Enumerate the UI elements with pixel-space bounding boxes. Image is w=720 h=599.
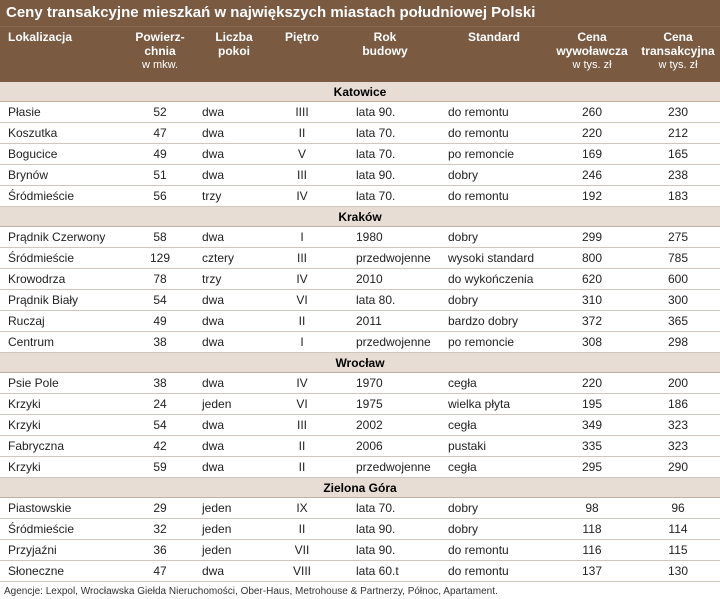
header-transaction-price-unit: w tys. zł	[658, 59, 698, 71]
cell-asking-price: 118	[582, 522, 602, 536]
cell-asking-price: 220	[581, 376, 603, 390]
cell-asking-price: 169	[581, 147, 603, 161]
header-asking-price	[548, 27, 636, 82]
cell-year: lata 80.	[356, 293, 396, 307]
cell-asking-price: 195	[581, 397, 603, 411]
table-row	[0, 186, 720, 207]
cell-year: 2010	[356, 272, 383, 286]
cell-location: Centrum	[8, 335, 55, 349]
cell-asking-price: 116	[582, 543, 602, 557]
cell-floor: I	[300, 335, 304, 349]
cell-standard: wielka płyta	[448, 397, 511, 411]
cell-area: 47	[153, 126, 167, 140]
cell-rooms: dwa	[202, 418, 225, 432]
header-asking-price-label: wywoławcza	[556, 44, 628, 58]
table-header	[0, 26, 720, 82]
cell-area: 56	[153, 189, 167, 203]
cell-rooms: jeden	[202, 397, 232, 411]
cell-area: 38	[153, 376, 167, 390]
cell-standard: dobry	[448, 522, 479, 536]
cell-floor: III	[296, 251, 307, 265]
cell-standard: cegła	[448, 376, 477, 390]
city-section-header: Wrocław	[0, 353, 720, 373]
header-area-unit: w mkw.	[141, 59, 179, 71]
table-row	[0, 373, 720, 394]
header-year-label: budowy	[362, 44, 408, 58]
cell-location: Przyjaźni	[8, 543, 57, 557]
table-row	[0, 457, 720, 478]
cell-year: lata 90.	[356, 105, 396, 119]
cell-transaction-price: 238	[667, 168, 689, 182]
cell-rooms: dwa	[202, 439, 225, 453]
cell-location: Prądnik Biały	[8, 293, 79, 307]
cell-standard: dobry	[448, 293, 479, 307]
cell-year: lata 60.t	[356, 564, 399, 578]
cell-location: Płasie	[8, 105, 41, 119]
cell-transaction-price: 130	[667, 564, 689, 578]
cell-standard: po remoncie	[448, 147, 515, 161]
cell-rooms: dwa	[202, 293, 225, 307]
cell-floor: VI	[296, 293, 308, 307]
header-year-label: Rok	[373, 30, 397, 44]
table-row	[0, 436, 720, 457]
cell-location: Brynów	[8, 168, 49, 182]
cell-area: 24	[153, 397, 167, 411]
cell-transaction-price: 96	[671, 501, 685, 515]
cell-year: lata 90.	[356, 522, 396, 536]
cell-transaction-price: 290	[667, 460, 689, 474]
cell-rooms: jeden	[202, 501, 232, 515]
cell-asking-price: 192	[581, 189, 603, 203]
header-area-label: Powierz-	[135, 30, 185, 44]
cell-asking-price: 310	[581, 293, 603, 307]
cell-year: lata 70.	[356, 147, 396, 161]
cell-area: 38	[153, 335, 167, 349]
table-row	[0, 311, 720, 332]
table-row	[0, 290, 720, 311]
table-row	[0, 498, 720, 519]
cell-area: 42	[153, 439, 167, 453]
cell-location: Koszutka	[8, 126, 58, 140]
cell-area: 52	[153, 105, 167, 119]
cell-area: 47	[153, 564, 167, 578]
table-row	[0, 102, 720, 123]
cell-year: 1975	[356, 397, 383, 411]
cell-standard: cegła	[448, 418, 477, 432]
cell-area: 54	[153, 293, 167, 307]
cell-rooms: dwa	[202, 314, 225, 328]
cell-year: przedwojenne	[356, 251, 431, 265]
sources-footer: Agencje: Lexpol, Wrocławska Giełda Nieruchomości, Ober-Haus, Metrohouse & Partnerzy, Północ, Apartament.	[4, 586, 498, 597]
cell-asking-price: 137	[581, 564, 603, 578]
cell-asking-price: 98	[585, 501, 599, 515]
table-row	[0, 165, 720, 186]
city-section-header: Katowice	[0, 82, 720, 102]
cell-standard: do remontu	[448, 189, 509, 203]
cell-floor: V	[297, 147, 306, 161]
table-row	[0, 144, 720, 165]
cell-location: Śródmieście	[8, 251, 75, 265]
cell-transaction-price: 298	[667, 335, 689, 349]
cell-year: lata 90.	[356, 543, 396, 557]
cell-transaction-price: 114	[668, 522, 688, 536]
header-location-label: Lokalizacja	[8, 30, 73, 44]
cell-standard: bardzo dobry	[448, 314, 519, 328]
cell-location: Krzyki	[8, 397, 41, 411]
cell-area: 54	[153, 418, 167, 432]
cell-asking-price: 260	[581, 105, 603, 119]
table-row	[0, 415, 720, 436]
header-floor	[274, 27, 330, 82]
cell-area: 58	[153, 230, 167, 244]
cell-floor: IV	[296, 376, 308, 390]
cell-transaction-price: 600	[667, 272, 689, 286]
table-row	[0, 269, 720, 290]
cell-asking-price: 800	[581, 251, 603, 265]
cell-location: Piastowskie	[8, 501, 72, 515]
city-section-header: Kraków	[0, 207, 720, 227]
cell-floor: IV	[296, 189, 308, 203]
cell-area: 78	[153, 272, 167, 286]
cell-area: 32	[153, 522, 167, 536]
header-area-label: chnia	[144, 44, 176, 58]
cell-floor: II	[298, 522, 306, 536]
cell-standard: pustaki	[448, 439, 487, 453]
table-row	[0, 123, 720, 144]
cell-location: Prądnik Czerwony	[8, 230, 106, 244]
cell-location: Ruczaj	[8, 314, 45, 328]
cell-floor: II	[298, 460, 306, 474]
cell-standard: do remontu	[448, 543, 509, 557]
cell-standard: dobry	[448, 501, 479, 515]
cell-rooms: trzy	[202, 272, 222, 286]
header-transaction-price	[636, 27, 720, 82]
cell-location: Krzyki	[8, 460, 41, 474]
header-area	[126, 27, 194, 82]
cell-year: lata 90.	[356, 168, 396, 182]
cell-year: 1980	[356, 230, 383, 244]
header-asking-price-unit: w tys. zł	[572, 59, 612, 71]
cell-transaction-price: 300	[667, 293, 689, 307]
cell-asking-price: 299	[581, 230, 603, 244]
cell-transaction-price: 186	[667, 397, 689, 411]
header-standard-label: Standard	[467, 30, 520, 44]
cell-transaction-price: 785	[667, 251, 689, 265]
table-row	[0, 332, 720, 353]
city-section-header: Zielona Góra	[0, 478, 720, 498]
cell-standard: do remontu	[448, 126, 509, 140]
cell-floor: IX	[296, 501, 308, 515]
cell-location: Psie Pole	[8, 376, 59, 390]
cell-rooms: dwa	[202, 147, 225, 161]
cell-year: przedwojenne	[356, 335, 431, 349]
cell-transaction-price: 365	[667, 314, 689, 328]
cell-year: 2002	[356, 418, 383, 432]
cell-area: 49	[153, 147, 167, 161]
cell-transaction-price: 230	[667, 105, 689, 119]
cell-location: Śródmieście	[8, 189, 75, 203]
cell-floor: II	[298, 314, 306, 328]
header-location	[0, 27, 126, 82]
cell-rooms: dwa	[202, 230, 225, 244]
cell-floor: II	[298, 439, 306, 453]
header-floor-label: Piętro	[284, 30, 319, 44]
cell-standard: cegła	[448, 460, 477, 474]
cell-rooms: dwa	[202, 168, 225, 182]
cell-floor: IV	[296, 272, 308, 286]
cell-asking-price: 246	[581, 168, 603, 182]
cell-asking-price: 349	[581, 418, 603, 432]
table-body	[0, 82, 720, 582]
cell-rooms: jeden	[202, 543, 232, 557]
cell-area: 36	[153, 543, 167, 557]
cell-rooms: dwa	[202, 105, 225, 119]
cell-rooms: dwa	[202, 376, 225, 390]
cell-floor: III	[296, 418, 307, 432]
table-row	[0, 519, 720, 540]
header-rooms-label: Liczba	[215, 30, 253, 44]
cell-year: lata 70.	[356, 189, 396, 203]
cell-rooms: dwa	[202, 564, 225, 578]
cell-transaction-price: 323	[667, 439, 689, 453]
cell-transaction-price: 165	[667, 147, 689, 161]
cell-year: 1970	[356, 376, 383, 390]
cell-floor: VII	[294, 543, 310, 557]
cell-transaction-price: 275	[667, 230, 689, 244]
cell-rooms: dwa	[202, 335, 225, 349]
cell-year: przedwojenne	[356, 460, 431, 474]
cell-transaction-price: 323	[667, 418, 689, 432]
cell-standard: wysoki standard	[448, 251, 535, 265]
table-row	[0, 394, 720, 415]
cell-location: Krzyki	[8, 418, 41, 432]
cell-year: lata 70.	[356, 501, 396, 515]
cell-year: 2011	[356, 314, 382, 328]
cell-standard: dobry	[448, 230, 479, 244]
cell-asking-price: 220	[581, 126, 603, 140]
cell-rooms: cztery	[202, 251, 235, 265]
cell-standard: do wykończenia	[448, 272, 534, 286]
cell-standard: do remontu	[448, 564, 509, 578]
cell-year: lata 70.	[356, 126, 396, 140]
cell-asking-price: 372	[581, 314, 603, 328]
cell-floor: II	[298, 126, 306, 140]
cell-floor: IIII	[295, 105, 309, 119]
cell-location: Krowodrza	[8, 272, 66, 286]
cell-rooms: dwa	[202, 460, 225, 474]
table-row	[0, 227, 720, 248]
table-row	[0, 540, 720, 561]
cell-standard: dobry	[448, 168, 479, 182]
cell-location: Bogucice	[8, 147, 58, 161]
cell-floor: I	[300, 230, 304, 244]
table-row	[0, 561, 720, 582]
cell-floor: III	[296, 168, 307, 182]
cell-standard: po remoncie	[448, 335, 515, 349]
cell-transaction-price: 115	[668, 543, 688, 557]
cell-rooms: trzy	[202, 189, 222, 203]
cell-area: 59	[153, 460, 167, 474]
cell-floor: VI	[296, 397, 308, 411]
cell-asking-price: 335	[581, 439, 603, 453]
cell-area: 29	[153, 501, 167, 515]
cell-year: 2006	[356, 439, 383, 453]
table-title: Ceny transakcyjne mieszkań w największych miastach południowej Polski	[0, 0, 720, 26]
cell-transaction-price: 200	[667, 376, 689, 390]
cell-floor: VIII	[292, 564, 311, 578]
cell-location: Fabryczna	[8, 439, 65, 453]
cell-asking-price: 620	[581, 272, 603, 286]
header-year	[330, 27, 440, 82]
header-transaction-price-label: Cena	[663, 30, 693, 44]
header-rooms-label: pokoi	[218, 44, 250, 58]
cell-standard: do remontu	[448, 105, 509, 119]
cell-area: 129	[149, 251, 171, 265]
cell-rooms: jeden	[202, 522, 232, 536]
cell-asking-price: 295	[581, 460, 603, 474]
cell-asking-price: 308	[581, 335, 603, 349]
header-rooms	[194, 27, 274, 82]
cell-area: 49	[153, 314, 167, 328]
cell-transaction-price: 183	[667, 189, 689, 203]
table-row	[0, 248, 720, 269]
cell-area: 51	[153, 168, 167, 182]
header-transaction-price-label: transakcyjna	[641, 44, 715, 58]
header-standard	[440, 27, 548, 82]
cell-location: Słoneczne	[8, 564, 65, 578]
header-asking-price-label: Cena	[577, 30, 607, 44]
cell-transaction-price: 212	[667, 126, 689, 140]
cell-location: Śródmieście	[8, 522, 75, 536]
cell-rooms: dwa	[202, 126, 225, 140]
